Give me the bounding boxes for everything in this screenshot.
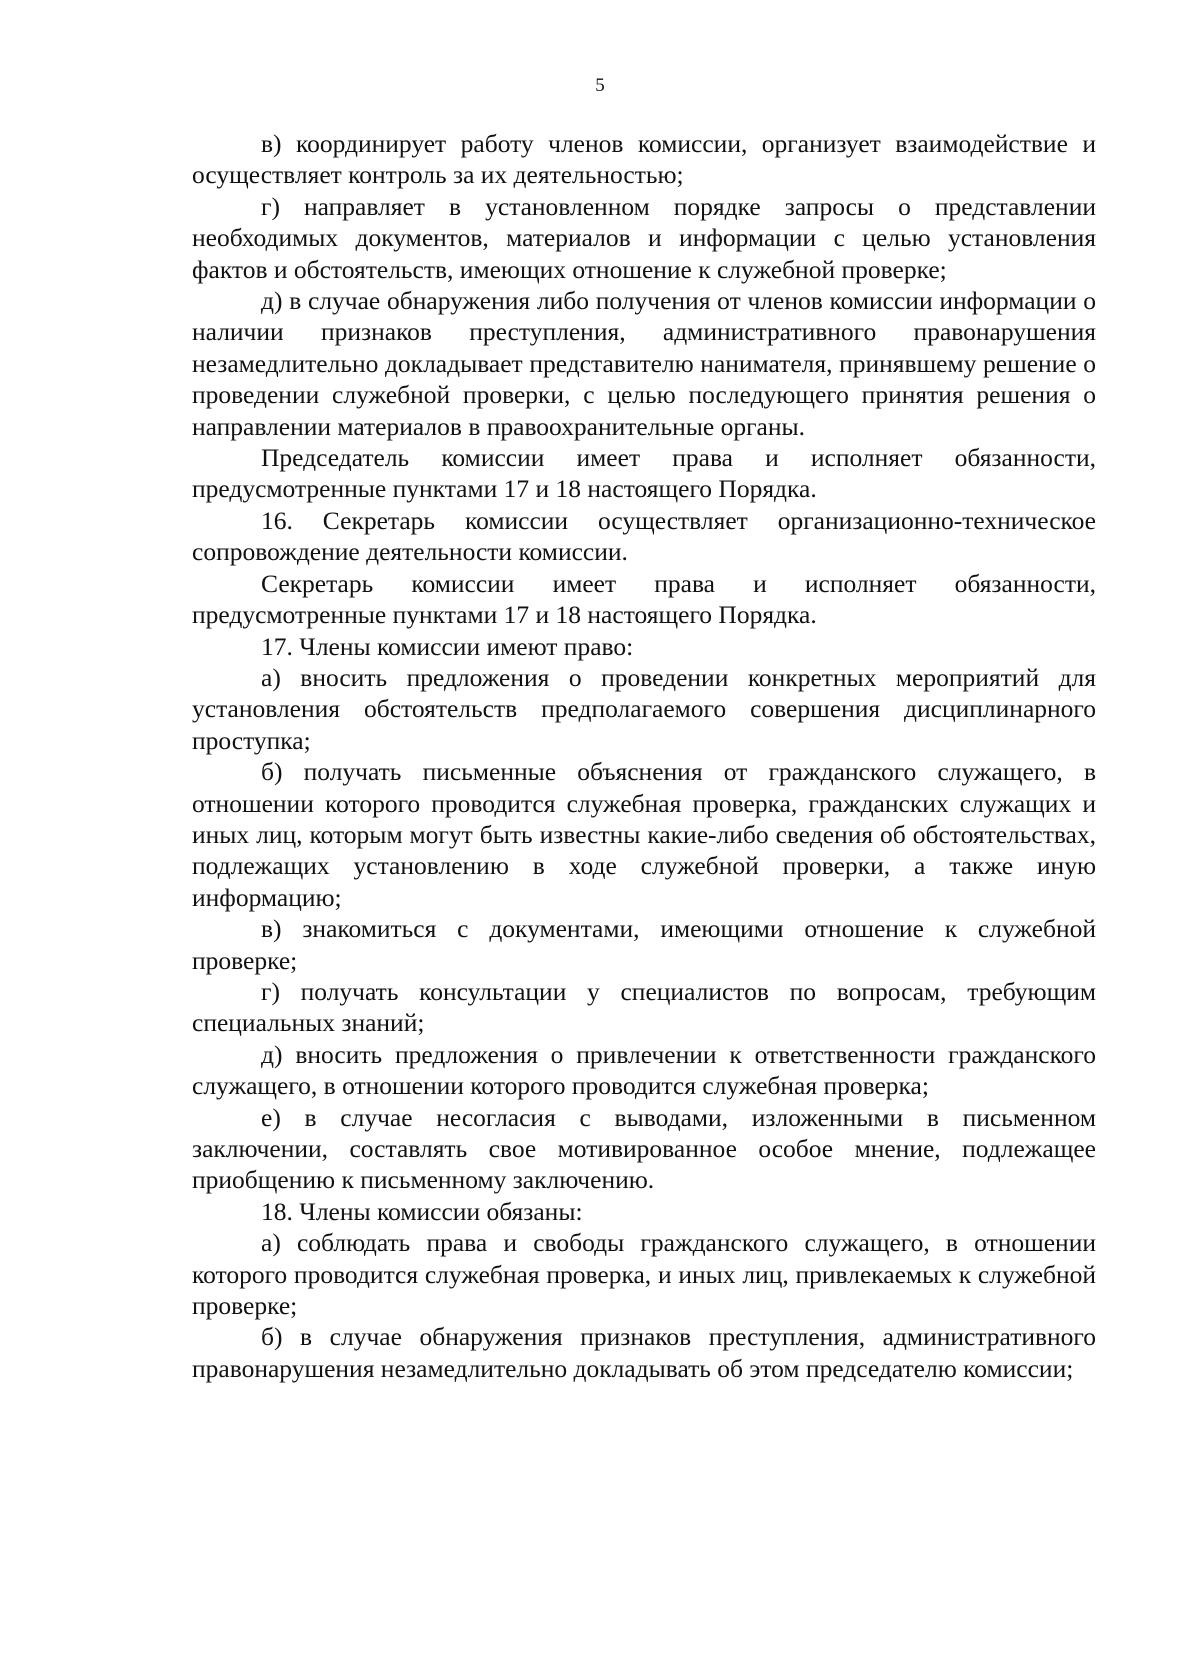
paragraph-17g: г) получать консультации у специалистов по вопросам, требующим специальных знаний; — [192, 976, 1096, 1038]
page-number: 5 — [595, 75, 605, 96]
paragraph-17e: е) в случае несогласия с выводами, изложенными в письменном заключении, составлять свое мотивированное особое мнение, подлежащее приобщению к письменному заключению. — [192, 1102, 1096, 1195]
paragraph-18a: а) соблюдать права и свободы гражданского служащего, в отношении которого проводится служебная проверка, и иных лиц, привлекаемых к служебной проверке; — [192, 1228, 1096, 1321]
paragraph-18b: б) в случае обнаружения признаков преступления, административного правонарушения незамедлительно докладывать об этом председателю комиссии; — [192, 1322, 1096, 1383]
document-body — [192, 128, 1096, 1384]
paragraph-18-members-duties: 18. Члены комиссии обязаны: — [261, 1196, 583, 1226]
paragraph-g-sends-requests: г) направляет в установленном порядке запросы о представлении необходимых документов, материалов и информации с целью установления фактов и обстоятельств, имеющих отношение к служебной проверке; — [192, 191, 1096, 284]
paragraph-17-members-rights: 17. Члены комиссии имеют право: — [261, 631, 634, 661]
paragraph-16-secretary: 16. Секретарь комиссии осуществляет организационно-техническое сопровождение деятельности комиссии. — [192, 505, 1096, 567]
paragraph-17v: в) знакомиться с документами, имеющими отношение к служебной проверке; — [192, 914, 1096, 975]
paragraph-17d: д) вносить предложения о привлечении к ответственности гражданского служащего, в отношении которого проводится служебная проверка; — [192, 1039, 1096, 1101]
paragraph-17b: б) получать письменные объяснения от гражданского служащего, в отношении которого проводится служебная проверка, гражданских служащих и иных лиц, которым могут быть известны какие-либо сведения об обстоятельствах, подлежащих установлению в ходе служебной проверки, а также иную информацию; — [192, 757, 1096, 912]
paragraph-d-reports-crime-signs: д) в случае обнаружения либо получения от членов комиссии информации о наличии признаков преступления, административного правонарушения незамедлительно докладывает представителю нанимателя, принявшему решение о проведении служебной проверки, с целью последующего принятия решения о направлении материалов в правоохранительные органы. — [192, 286, 1096, 441]
paragraph-secretary-rights: Секретарь комиссии имеет права и исполняет обязанности, предусмотренные пунктами 17 и 18 настоящего Порядка. — [192, 568, 1096, 630]
paragraph-17a: а) вносить предложения о проведении конкретных мероприятий для установления обстоятельств предполагаемого совершения дисциплинарного проступка; — [192, 662, 1096, 755]
paragraph-chairman-rights: Председатель комиссии имеет права и исполняет обязанности, предусмотренные пунктами 17 и 18 настоящего Порядка. — [192, 443, 1096, 504]
paragraph-v-coordinates-work: в) координирует работу членов комиссии, организует взаимодействие и осуществляет контроль за их деятельностью; — [192, 129, 1096, 190]
